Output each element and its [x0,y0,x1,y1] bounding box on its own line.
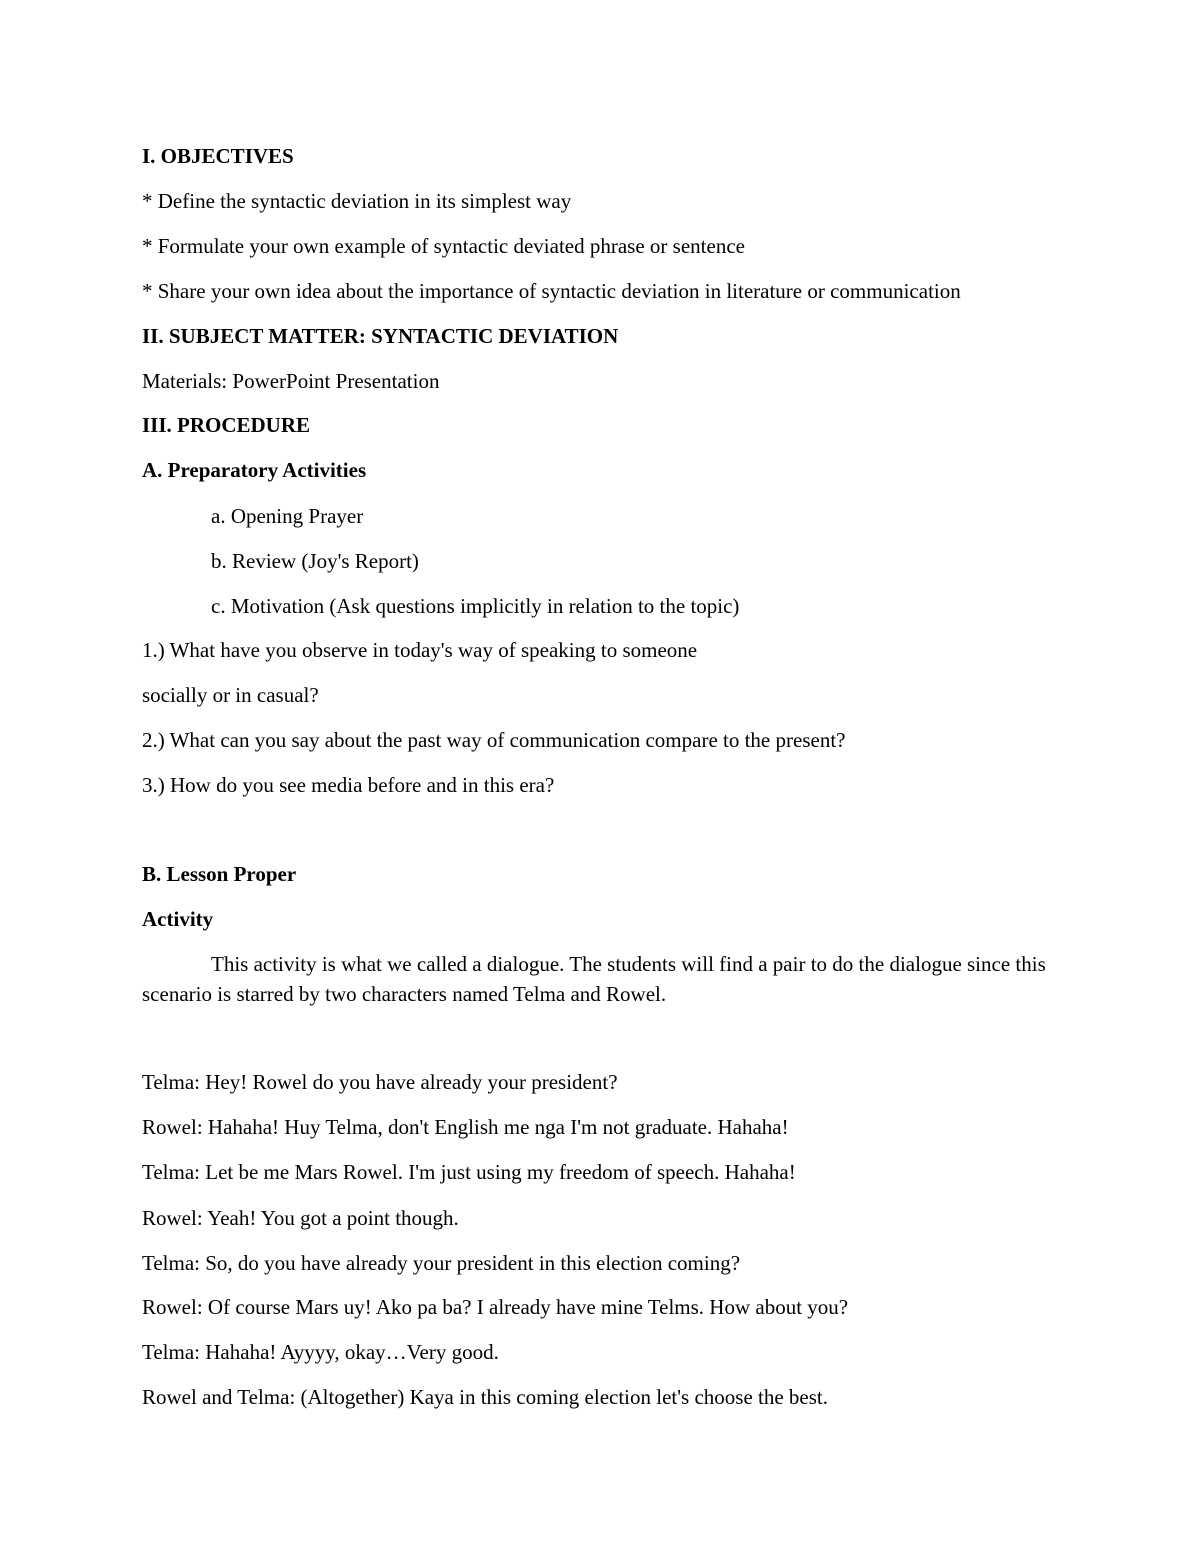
subject-matter-heading: II. SUBJECT MATTER: SYNTACTIC DEVIATION [142,324,619,348]
preparatory-item: a. Opening Prayer [211,504,364,528]
dialogue-line: Rowel: Of course Mars uy! Ako pa ba? I already have mine Telms. How about you? [142,1295,849,1319]
motivation-question: 2.) What can you say about the past way of communication compare to the present? [142,728,846,752]
dialogue-line: Telma: Hahaha! Ayyyy, okay…Very good. [142,1340,499,1364]
materials-line: Materials: PowerPoint Presentation [142,369,440,393]
preparatory-heading: A. Preparatory Activities [142,458,367,482]
dialogue-line: Telma: Let be me Mars Rowel. I'm just using my freedom of speech. Hahaha! [142,1160,796,1184]
preparatory-item: b. Review (Joy's Report) [211,549,419,573]
objective-item: * Define the syntactic deviation in its simplest way [142,189,572,213]
dialogue-line: Rowel: Hahaha! Huy Telma, don't English me nga I'm not graduate. Hahaha! [142,1115,789,1139]
dialogue-line: Telma: So, do you have already your president in this election coming? [142,1251,741,1275]
activity-text: This activity is what we called a dialogue. The students will find a pair to do the dialogue since this scenario is starred by two characters named Telma and Rowel. [142,952,1046,1006]
preparatory-item: c. Motivation (Ask questions implicitly in relation to the topic) [211,594,740,618]
motivation-question: 3.) How do you see media before and in this era? [142,773,555,797]
dialogue-line: Rowel and Telma: (Altogether) Kaya in this coming election let's choose the best. [142,1385,828,1409]
dialogue-line: Telma: Hey! Rowel do you have already your president? [142,1070,618,1094]
dialogue-line: Rowel: Yeah! You got a point though. [142,1206,459,1230]
activity-paragraph [142,949,1062,1009]
objective-item: * Share your own idea about the importance of syntactic deviation in literature or communication [142,279,961,303]
activity-heading: Activity [142,907,214,931]
objectives-heading: I. OBJECTIVES [142,144,294,168]
motivation-question: 1.) What have you observe in today's way of speaking to someone [142,638,698,662]
objective-item: * Formulate your own example of syntactic deviated phrase or sentence [142,234,745,258]
motivation-question: socially or in casual? [142,683,319,707]
lesson-proper-heading: B. Lesson Proper [142,862,297,886]
procedure-heading: III. PROCEDURE [142,413,311,437]
